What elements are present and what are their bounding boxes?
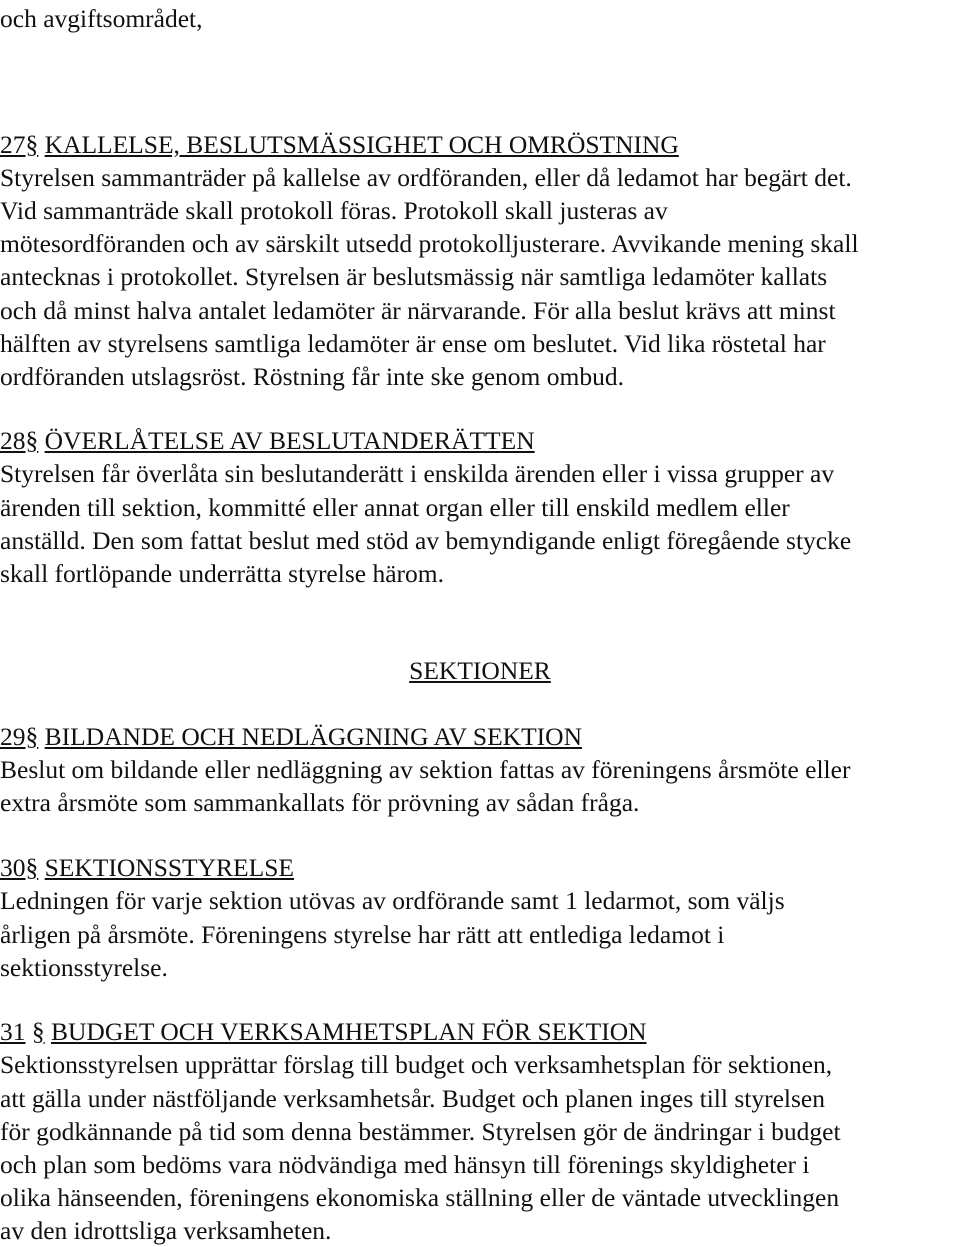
section-29-line: extra årsmöte som sammankallats för prövning av sådan fråga. [0, 788, 640, 817]
section-28-line: anställd. Den som fattat beslut med stöd av bemyndigande enligt föregående stycke [0, 526, 852, 555]
section-30-line: årligen på årsmöte. Föreningens styrelse har rätt att entlediga ledamot i [0, 920, 725, 949]
section-31-line: att gälla under nästföljande verksamhetsår. Budget och planen inges till styrelsen [0, 1084, 825, 1113]
section-number: 27 [0, 130, 26, 159]
section-27-line: ordföranden utslagsröst. Röstning får inte ske genom ombud. [0, 362, 624, 391]
paragraph-symbol: § [25, 426, 39, 455]
section-31-line: av den idrottsliga verksamheten. [0, 1216, 332, 1245]
section-31-heading [0, 1015, 647, 1048]
section-30-line: sektionsstyrelse. [0, 953, 168, 982]
section-28-heading [0, 424, 535, 457]
section-30-line: Ledningen för varje sektion utövas av ordförande samt 1 ledarmot, som väljs [0, 886, 785, 915]
section-27-line: hälften av styrelsens samtliga ledamöter är ense om beslutet. Vid lika röstetal har [0, 329, 826, 358]
section-title: ÖVERLÅTELSE AV BESLUTANDERÄTTEN [44, 426, 535, 455]
section-28-line: ärenden till sektion, kommitté eller annat organ eller till enskild medlem eller [0, 493, 790, 522]
section-27-line: och då minst halva antalet ledamöter är närvarande. För alla beslut krävs att minst [0, 296, 836, 325]
section-27-line: mötesordföranden och av särskilt utsedd protokolljusterare. Avvikande mening skall [0, 229, 859, 258]
section-number: 29 [0, 722, 26, 751]
section-27-heading [0, 128, 679, 161]
section-31-line: Sektionsstyrelsen upprättar förslag till budget och verksamhetsplan för sektionen, [0, 1050, 833, 1079]
paragraph-symbol: § [25, 722, 39, 751]
paragraph-symbol: § [31, 1017, 45, 1046]
section-number: 28 [0, 426, 26, 455]
section-31-line: för godkännande på tid som denna bestämmer. Styrelsen gör de ändringar i budget [0, 1117, 841, 1146]
section-29-line: Beslut om bildande eller nedläggning av sektion fattas av föreningens årsmöte eller [0, 755, 851, 784]
section-27-line: Styrelsen sammanträder på kallelse av ordföranden, eller då ledamot har begärt det. [0, 163, 852, 192]
section-29-heading [0, 720, 582, 753]
chapter-heading [0, 654, 960, 687]
section-title: BUDGET OCH VERKSAMHETSPLAN FÖR SEKTION [51, 1017, 647, 1046]
section-28-line: Styrelsen får överlåta sin beslutanderätt i enskilda ärenden eller i vissa grupper av [0, 459, 835, 488]
paragraph-symbol: § [25, 130, 39, 159]
section-27-line: antecknas i protokollet. Styrelsen är beslutsmässig när samtliga ledamöter kallats [0, 262, 828, 291]
section-31-line: och plan som bedöms vara nödvändiga med hänsyn till förenings skyldigheter i [0, 1150, 810, 1179]
section-31-line: olika hänseenden, föreningens ekonomiska ställning eller de väntade utvecklingen [0, 1183, 840, 1212]
section-title: SEKTIONSSTYRELSE [44, 853, 294, 882]
section-title: BILDANDE OCH NEDLÄGGNING AV SEKTION [44, 722, 582, 751]
paragraph-symbol: § [25, 853, 39, 882]
section-title: KALLELSE, BESLUTSMÄSSIGHET OCH OMRÖSTNING [44, 130, 679, 159]
intro-line: och avgiftsområdet, [0, 4, 203, 33]
section-27-line: Vid sammanträde skall protokoll föras. Protokoll skall justeras av [0, 196, 668, 225]
section-number: 31 [0, 1017, 26, 1046]
section-30-heading [0, 851, 294, 884]
section-28-line: skall fortlöpande underrätta styrelse härom. [0, 559, 444, 588]
section-number: 30 [0, 853, 26, 882]
chapter-heading-text: SEKTIONER [409, 656, 551, 685]
